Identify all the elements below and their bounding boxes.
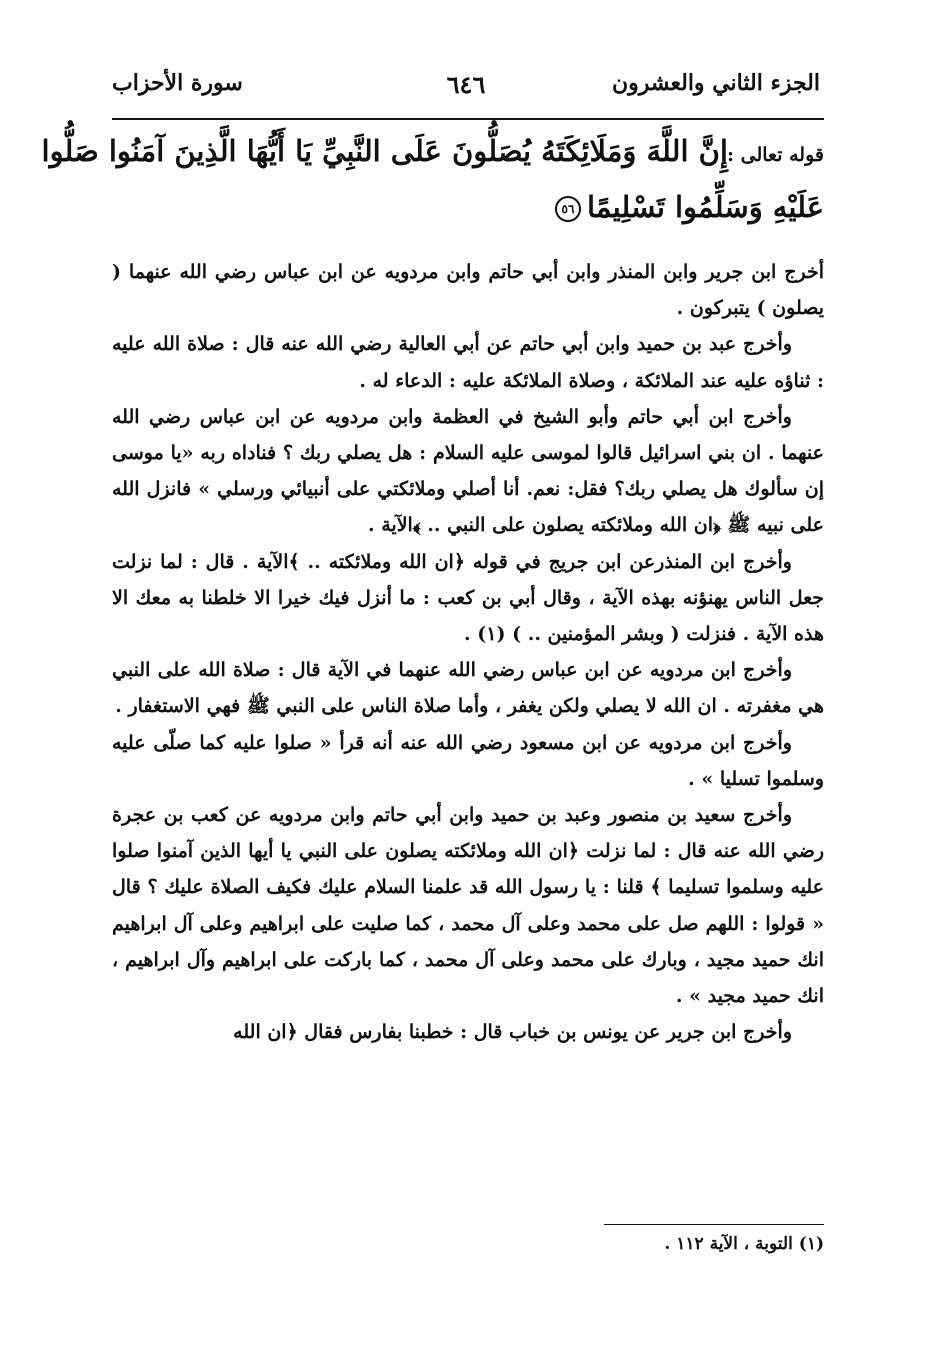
page-header — [112, 64, 820, 112]
footnote: (١) التوبة ، الآية ١١٢ . — [664, 1234, 824, 1254]
paragraph: وأخرج عبد بن حميد وابن أبي حاتم عن أبي العالية رضي الله عنه قال : صلاة الله عليه : ثناؤه عليه عند الملائكة ، وصلاة الملائكة عليه : الدعاء له . — [112, 333, 824, 392]
paragraph: وأخرج ابن المنذرعن ابن جريج في قوله ﴿ان الله وملائكته .. ﴾الآية . قال : لما نزلت جعل الناس يهنؤنه بهذه الآية ، وقال أبي بن كعب : ما أنزل فيك خيرا الا خلطنا به معك الا هذه الآية . فنزلت ( وبشر المؤمنين .. ) (١) . — [112, 550, 824, 646]
commentary-body — [112, 254, 824, 1222]
paragraph: وأخرج ابن أبي حاتم وأبو الشيخ في العظمة وابن مردويه عن ابن عباس رضي الله عنهما . ان بني اسرائيل قالوا لموسى عليه السلام : هل يصلي ربك ؟ فناداه ربه «يا موسى إن سألوك هل يصلي ربك؟ فقل: نعم. أنا أصلي وملائكتي على أنبيائي ورسلي » فانزل الله على نبيه ﷺ ﴿ان الله وملائكته يصلون على النبي .. ﴾الآية . — [112, 405, 824, 537]
verse-line-2-text: عَلَيْهِ وَسَلِّمُوا تَسْلِيمًا — [587, 190, 824, 224]
verse-intro: قوله تعالى : — [727, 144, 824, 166]
paragraph: وأخرج ابن مردويه عن ابن مسعود رضي الله عنه أنه قرأ « صلوا عليه كما صلّى عليه وسلموا تسليا » . — [112, 731, 824, 790]
paragraph: وأخرج ابن جرير عن يونس بن خباب قال : خطبنا بفارس فقال ﴿ان الله — [233, 1021, 792, 1044]
footnote-divider — [604, 1224, 824, 1225]
surah-title: سورة الأحزاب — [112, 70, 243, 96]
paragraph: أخرج ابن جرير وابن المنذر وابن أبي حاتم وابن مردويه عن ابن عباس رضي الله عنهما ( يصلون ) يتبركون . — [112, 261, 824, 320]
paragraph: وأخرج سعيد بن منصور وعبد بن حميد وابن أبي حاتم وابن مردويه عن كعب بن عجرة رضي الله عنه قال : لما نزلت ﴿ان الله وملائكته يصلون على النبي يا أيها الذين آمنوا صلوا عليه وسلموا تسليما ﴾ قلنا : يا رسول الله قد علمنا السلام عليك فكيف الصلاة عليك ؟ قال « قولوا : اللهم صل على محمد وعلى آل محمد ، كما صليت على ابراهيم وعلى آل ابراهيم انك حميد مجيد ، وبارك على محمد وعلى آل محمد ، كما باركت على ابراهيم وآل ابراهيم ، انك حميد مجيد » . — [112, 804, 824, 1008]
ayah-number-icon: ٥٦ — [555, 196, 581, 222]
quran-verse — [41, 130, 824, 248]
part-title: الجزء الثاني والعشرون — [611, 70, 820, 96]
paragraph: وأخرج ابن مردويه عن ابن عباس رضي الله عنهما في الآية قال : صلاة الله على النبي هي مغفرته . ان الله لا يصلي ولكن يغفر ، وأما صلاة الناس على النبي ﷺ فهي الاستغفار . — [112, 659, 824, 718]
verse-line-1: إِنَّ اللَّهَ وَمَلَائِكَتَهُ يُصَلُّونَ عَلَى النَّبِيِّ يَا أَيُّهَا الَّذِينَ آمَنُوا صَلُّوا — [41, 134, 728, 168]
verse-line-2 — [555, 190, 824, 224]
page-number: ٦٤٦ — [446, 70, 486, 99]
header-divider — [112, 118, 824, 120]
